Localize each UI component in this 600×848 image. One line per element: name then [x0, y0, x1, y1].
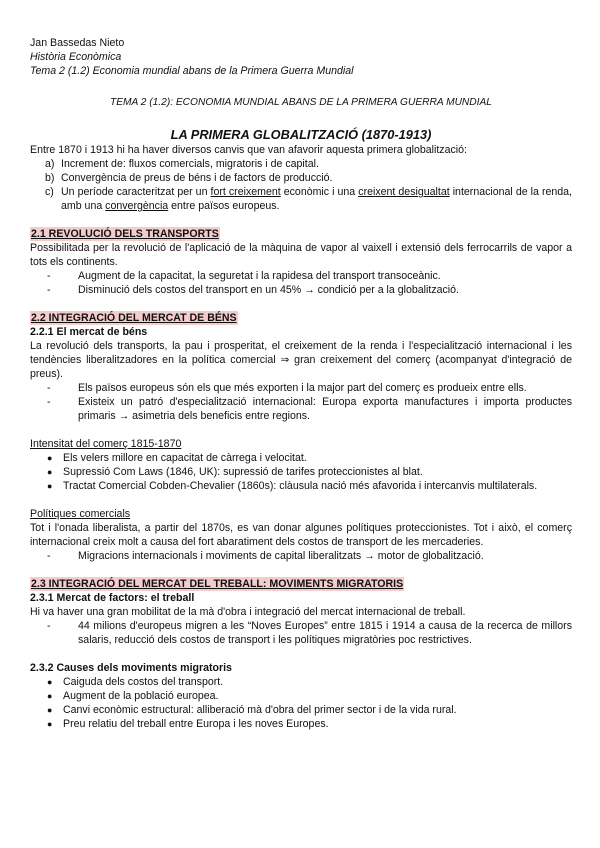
goods-list [30, 381, 572, 423]
list-item: c) Un període caracteritzat per un fort creixement econòmic i una creixent desigualtat internacional de la renda, amb una convergència entre països europeus. [45, 186, 572, 212]
causes-list [30, 675, 572, 731]
list-item: - Migracions internacionals i moviments de capital liberalitzats → motor de globalització. [47, 550, 484, 562]
subsection-heading: 2.3.1 Mercat de factors: el treball [30, 592, 195, 604]
intro-text: Entre 1870 i 1913 hi ha haver diversos canvis que van afavorir aquesta primera globalització: [30, 144, 467, 156]
subsection-heading: 2.3.2 Causes dels moviments migratoris [30, 662, 232, 674]
list-item: a) Increment de: fluxos comercials, migratoris i de capital. [45, 158, 319, 170]
intensity-heading: Intensitat del comerç 1815-1870 [30, 438, 182, 450]
list-item: ● Tractat Comercial Cobden-Chevalier (1860s): clàusula nació més afavorida i intercanvis multilaterals. [47, 480, 538, 492]
subsection-heading: 2.2.1 El mercat de béns [30, 326, 148, 338]
section-heading-goods-market: 2.2 INTEGRACIÓ DEL MERCAT DE BÉNS [31, 312, 237, 324]
list-item: - Els països europeus són els que més exporten i la major part del comerç es produeix entre ells. [47, 382, 527, 394]
section-text: Possibilitada per la revolució de l'aplicació de la màquina de vapor al vaixell i extensió dels ferrocarrils de vapor a tots els continents. [30, 242, 572, 268]
list-item: - Disminució dels costos del transport en un 45% → condició per a la globalització. [47, 284, 459, 296]
intensity-list [30, 451, 572, 493]
migration-list [30, 619, 572, 647]
list-item: - Augment de la capacitat, la seguretat i la rapidesa del transport transoceànic. [47, 270, 441, 282]
document-title: LA PRIMERA GLOBALITZACIÓ (1870-1913) [170, 127, 432, 142]
list-item: ● Caiguda dels costos del transport. [47, 676, 224, 688]
section-text: La revolució dels transports, la pau i prosperitat, el creixement de la renda i l'especialització internacional i les tendències liberalitzadores en la política comercial ⇒ gran creixement del comerç (acompanyat d'integració de preus). [30, 340, 572, 380]
section-heading-transport: 2.1 REVOLUCIÓ DELS TRANSPORTS [31, 228, 219, 240]
author-name: Jan Bassedas Nieto [30, 37, 125, 49]
subject-name: Història Econòmica [30, 51, 122, 63]
policy-heading: Polítiques comercials [30, 508, 131, 520]
document-subtitle: TEMA 2 (1.2): ECONOMIA MUNDIAL ABANS DE LA PRIMERA GUERRA MUNDIAL [110, 97, 492, 108]
list-item: ● Augment de la població europea. [47, 690, 219, 702]
policy-list [30, 549, 572, 563]
list-item: b) Convergència de preus de béns i de factors de producció. [45, 172, 333, 184]
list-item: - Existeix un patró d'especialització internacional: Europa exporta manufactures i importa productes primaris → asimetria dels beneficis entre regions. [47, 396, 572, 422]
document-page [30, 36, 572, 731]
list-item: ● Canvi econòmic estructural: alliberació mà d'obra del primer sector i de la vida rural. [47, 704, 457, 716]
topic-line: Tema 2 (1.2) Economia mundial abans de la Primera Guerra Mundial [30, 65, 354, 77]
list-item: ● Supressió Com Laws (1846, UK): supressió de tarifes proteccionistes al blat. [47, 466, 423, 478]
transport-list [30, 269, 572, 297]
list-item: - 44 milions d'europeus migren a les “Noves Europes” entre 1815 i 1914 a causa de la recerca de millors salaris, reducció dels costos de transport i les polítiques migratòries poc restrictives. [47, 620, 572, 646]
intro-list [30, 157, 572, 213]
list-item: ● Preu relatiu del treball entre Europa i les noves Europes. [47, 718, 329, 730]
policy-text: Tot i l'onada liberalista, a partir del 1870s, es van donar algunes polítiques proteccionistes. Tot i això, el comerç internacional creix molt a causa del fort abaratiment dels costos de transport de les mercaderies. [30, 522, 572, 548]
section-text: Hi va haver una gran mobilitat de la mà d'obra i integració del mercat internacional de treball. [30, 606, 466, 618]
list-item: ● Els velers millore en capacitat de càrrega i velocitat. [47, 452, 307, 464]
section-heading-labour-market: 2.3 INTEGRACIÓ DEL MERCAT DEL TREBALL: MOVIMENTS MIGRATORIS [31, 578, 404, 590]
